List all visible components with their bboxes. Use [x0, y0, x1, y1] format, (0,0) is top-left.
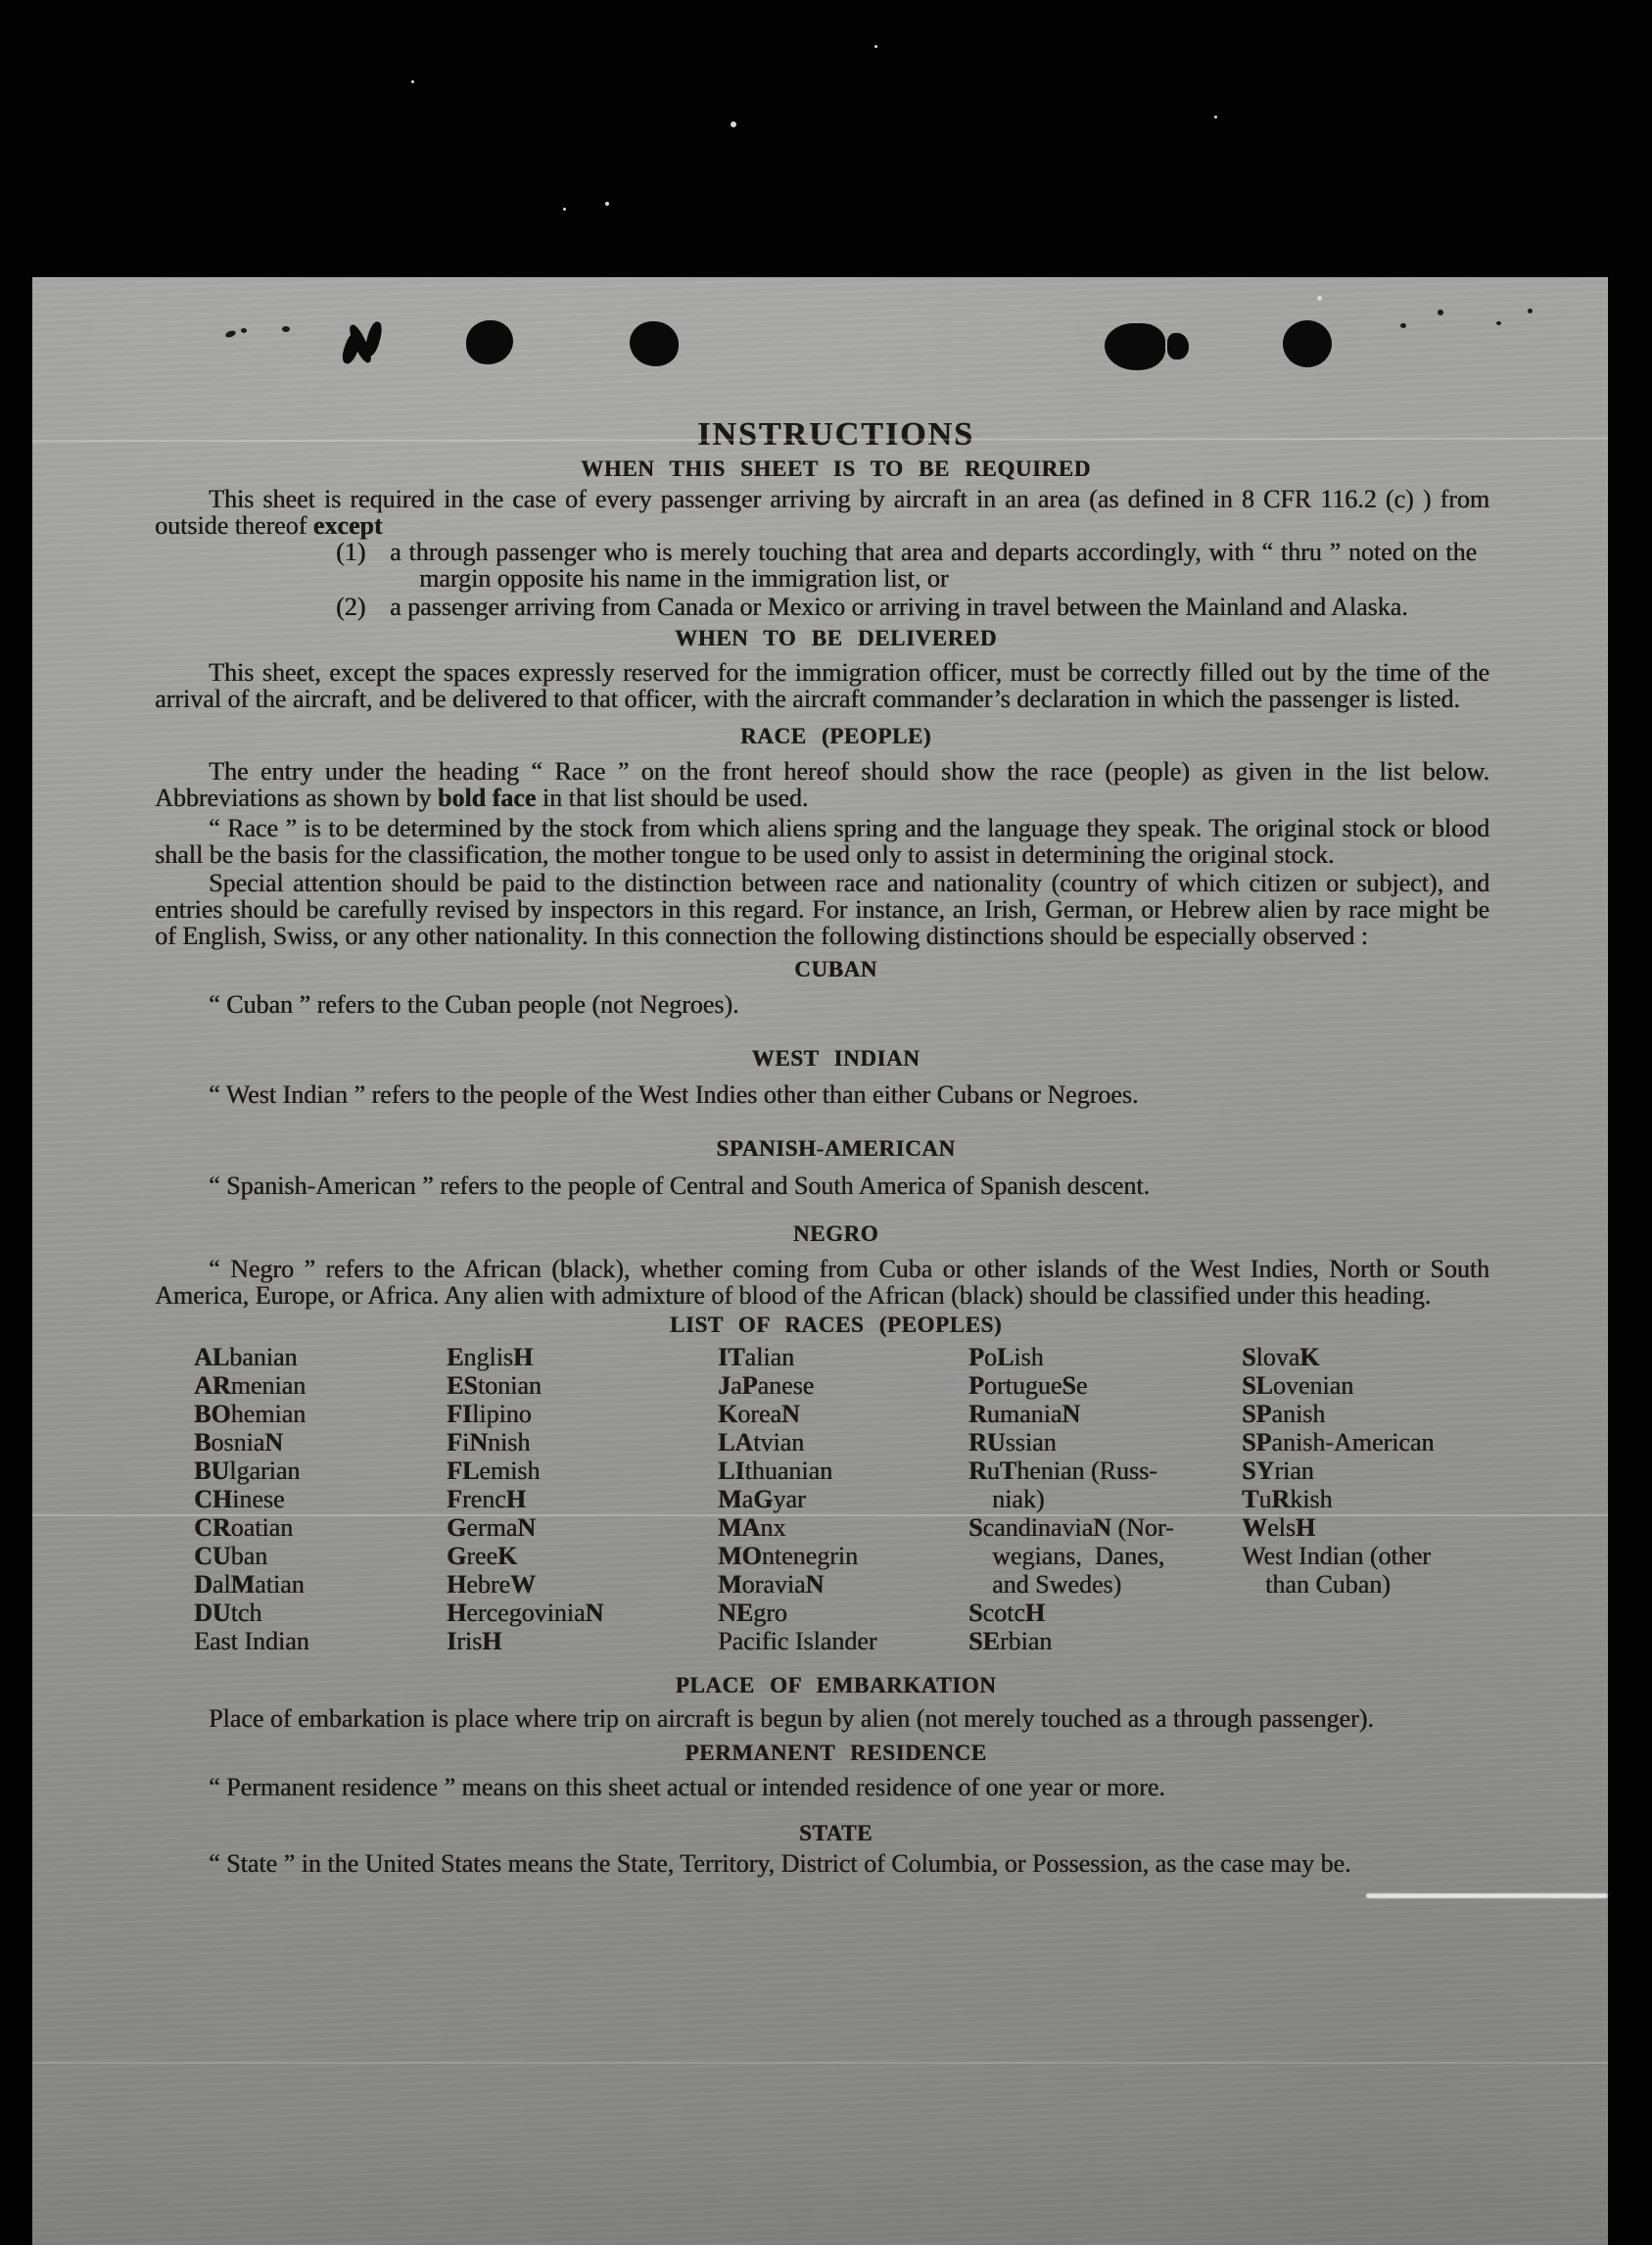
paragraph-when-required: This sheet is required in the case of every passenger arriving by aircraft in an area (as defined in 8 CFR 116.2 (c) ) from outside thereof except	[155, 485, 1489, 540]
white-scuff-mark	[1366, 1893, 1608, 1898]
race-item: CHinese	[194, 1485, 285, 1513]
race-item: PortugueSe	[968, 1371, 1088, 1400]
heading-when-delivered: WHEN TO BE DELIVERED	[675, 626, 997, 650]
paper-fleck	[1438, 310, 1443, 315]
item-number: (2)	[336, 593, 366, 621]
race-item: ARmenian	[194, 1371, 307, 1400]
ink-blob	[1283, 320, 1332, 367]
dust-speck	[563, 208, 566, 211]
scratch-line	[32, 1514, 1608, 1516]
race-item: FLemish	[447, 1457, 541, 1485]
race-item: IrisH	[447, 1627, 502, 1655]
paper-fleck	[241, 328, 247, 333]
paragraph-state: “ State ” in the United States means the State, Territory, District of Columbia, or Possession, as the case may be.	[209, 1849, 1351, 1878]
race-item: SErbian	[968, 1627, 1053, 1655]
race-item: EnglisH	[447, 1343, 534, 1371]
race-item: ALbanian	[194, 1343, 298, 1371]
race-item: SlovaK	[1242, 1343, 1320, 1371]
race-item: East Indian	[194, 1627, 309, 1655]
paragraph-spanish-american: “ Spanish-American ” refers to the people of Central and South America of Spanish descent.	[209, 1171, 1150, 1200]
race-item: wegians, Danes,	[992, 1542, 1165, 1570]
race-item: LAtvian	[718, 1428, 805, 1457]
race-item: Pacific Islander	[718, 1627, 877, 1655]
heading-list-of-races: LIST OF RACES (PEOPLES)	[669, 1313, 1003, 1337]
race-column	[968, 1343, 1242, 1655]
race-item: GreeK	[447, 1542, 518, 1570]
race-item: KoreaN	[718, 1400, 800, 1428]
heading-negro: NEGRO	[792, 1221, 879, 1246]
exception-item-2	[336, 594, 1489, 620]
heading-west-indian: WEST INDIAN	[751, 1046, 920, 1071]
item-text: a passenger arriving from Canada or Mexico or arriving in travel between the Mainland and Alaska.	[390, 593, 1408, 621]
race-column	[718, 1343, 968, 1655]
race-item: MaGyar	[718, 1485, 806, 1513]
paper-fleck	[1528, 309, 1533, 313]
dust-speck	[411, 80, 414, 83]
race-item: and Swedes)	[992, 1570, 1122, 1599]
paper-sheet	[32, 277, 1608, 2245]
race-item: PoLish	[968, 1343, 1044, 1371]
race-item: TuRkish	[1242, 1485, 1333, 1513]
race-item: GermaN	[447, 1513, 536, 1542]
dust-speck	[1214, 116, 1217, 119]
dust-speck	[874, 45, 877, 48]
race-item: CUban	[194, 1542, 268, 1570]
race-item: BosniaN	[194, 1428, 284, 1457]
race-item: MAnx	[718, 1513, 786, 1542]
race-item: DalMatian	[194, 1570, 305, 1599]
race-item: RuThenian (Russ-	[968, 1457, 1157, 1485]
dust-speck	[731, 121, 736, 127]
race-item: ITalian	[718, 1343, 794, 1371]
race-item: EStonian	[447, 1371, 542, 1400]
ink-blob	[1167, 333, 1189, 359]
paragraph-cuban: “ Cuban ” refers to the Cuban people (not Negroes).	[209, 990, 739, 1019]
heading-cuban: CUBAN	[794, 957, 877, 981]
ink-blob	[630, 321, 679, 366]
ink-blob	[1105, 323, 1165, 370]
race-item: LIthuanian	[718, 1457, 832, 1485]
race-item: ScotcH	[968, 1599, 1046, 1627]
heading-place-of-embarkation: PLACE OF EMBARKATION	[675, 1673, 997, 1697]
heading-race-people: RACE (PEOPLE)	[739, 724, 932, 748]
race-column	[447, 1343, 718, 1655]
race-column	[194, 1343, 447, 1655]
paragraph-permanent-residence: “ Permanent residence ” means on this sheet actual or intended residence of one year or more.	[209, 1773, 1165, 1801]
paragraph-race-3: Special attention should be paid to the distinction between race and nationality (country of which citizen or subject), and entries should be carefully revised by inspectors in this regard. For instance, an Irish, German, or Hebrew alien by race might be of English, Swiss, or any other nationality. In this connection the following distinctions should be especially observed :	[155, 869, 1489, 950]
dust-speck	[605, 202, 609, 206]
race-item: SLovenian	[1242, 1371, 1354, 1400]
race-item: SYrian	[1242, 1457, 1314, 1485]
paragraph-negro: “ Negro ” refers to the African (black), whether coming from Cuba or other islands of the West Indies, North or South America, Europe, or Africa. Any alien with admixture of blood of the African (black) should be classified under this heading.	[155, 1255, 1489, 1310]
race-item: NEgro	[718, 1599, 787, 1627]
item-text: a through passenger who is merely touching that area and departs accordingly, with “ thru ” noted on the margin opposite his name in the immigration list, or	[390, 538, 1477, 593]
race-item: SPanish	[1242, 1400, 1326, 1428]
race-item: BOhemian	[194, 1400, 307, 1428]
document-content	[32, 277, 1608, 2245]
paper-fleck	[282, 326, 290, 332]
race-item: HebreW	[447, 1570, 536, 1599]
race-item: FrencH	[447, 1485, 526, 1513]
race-item: ScandinaviaN (Nor-	[968, 1513, 1174, 1542]
paragraph-when-delivered: This sheet, except the spaces expressly reserved for the immigration officer, must be correctly filled out by the time of the arrival of the aircraft, and be delivered to that officer, with the aircraft commander’s declaration in which the passenger is listed.	[155, 658, 1489, 713]
race-item: WelsH	[1242, 1513, 1316, 1542]
heading-state: STATE	[798, 1821, 873, 1845]
race-item: niak)	[992, 1485, 1045, 1513]
race-item: than Cuban)	[1265, 1570, 1391, 1599]
paragraph-race-2: “ Race ” is to be determined by the stock from which aliens spring and the language they speak. The original stock or blood shall be the basis for the classification, the mother tongue to be used only to assist in determining the original stock.	[155, 814, 1489, 869]
item-number: (1)	[336, 538, 366, 566]
race-item: MoraviaN	[718, 1570, 825, 1599]
races-grid	[194, 1343, 1489, 1655]
heading-permanent-residence: PERMANENT RESIDENCE	[684, 1741, 987, 1765]
race-item: CRoatian	[194, 1513, 294, 1542]
scratch-line	[32, 2062, 1608, 2064]
race-item: FiNnish	[447, 1428, 531, 1457]
race-item: JaPanese	[718, 1371, 815, 1400]
race-item: West Indian (other	[1242, 1542, 1431, 1570]
race-item: RUssian	[968, 1428, 1057, 1457]
race-column	[1242, 1343, 1528, 1655]
race-item: RumaniaN	[968, 1400, 1081, 1428]
paragraph-race-1: The entry under the heading “ Race ” on the front hereof should show the race (people) as given in the list below. Abbreviations as shown by bold face in that list should be used.	[155, 757, 1489, 812]
page-title: INSTRUCTIONS	[697, 416, 974, 453]
race-item: HercegoviniaN	[447, 1599, 604, 1627]
paper-fleck	[1496, 321, 1501, 325]
paper-fleck	[1400, 323, 1406, 328]
dust-speck	[1317, 296, 1322, 301]
race-item: FIlipino	[447, 1400, 532, 1428]
exception-item-1	[336, 539, 1489, 592]
race-item: MOntenegrin	[718, 1542, 858, 1570]
heading-spanish-american: SPANISH-AMERICAN	[716, 1136, 956, 1161]
heading-when-required: WHEN THIS SHEET IS TO BE REQUIRED	[581, 456, 1091, 481]
race-item: SPanish-American	[1242, 1428, 1435, 1457]
race-item: BUlgarian	[194, 1457, 301, 1485]
paragraph-west-indian: “ West Indian ” refers to the people of the West Indies other than either Cubans or Negroes.	[209, 1080, 1139, 1109]
paragraph-place-of-embarkation: Place of embarkation is place where trip on aircraft is begun by alien (not merely touched as a through passenger).	[209, 1704, 1374, 1733]
race-item: DUtch	[194, 1599, 262, 1627]
